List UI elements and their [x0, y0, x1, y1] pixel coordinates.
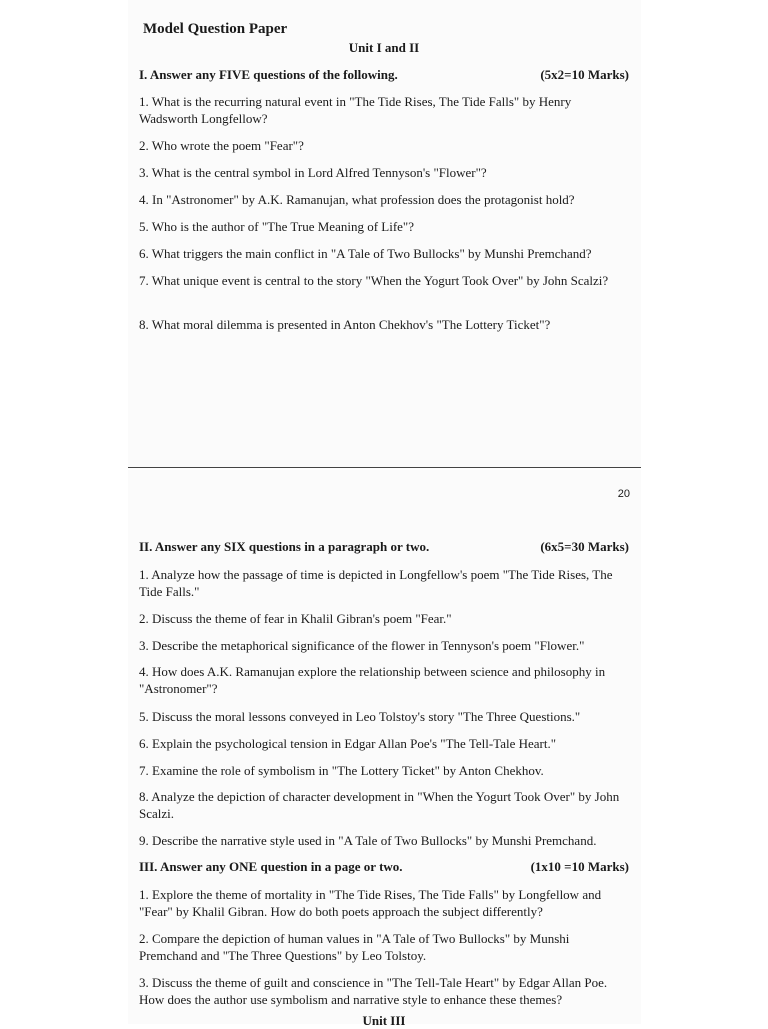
- page-divider: [128, 467, 641, 468]
- question-item: 1. Explore the theme of mortality in "The Tide Rises, The Tide Falls" by Longfellow and "Fear" by Khalil Gibran. How do both poets approach the subject differently?: [139, 887, 602, 919]
- question-item: 2. Discuss the theme of fear in Khalil Gibran's poem "Fear.": [139, 611, 452, 626]
- section-2-heading: [139, 539, 629, 555]
- section-1-marks: (5x2=10 Marks): [540, 67, 629, 82]
- question-item: 2. Compare the depiction of human values in "A Tale of Two Bullocks" by Munshi Premchand and "The Three Questions" by Leo Tolstoy.: [139, 931, 570, 963]
- page-number: 20: [617, 488, 630, 500]
- question-item: 2. Who wrote the poem "Fear"?: [139, 138, 304, 153]
- section-1-title: I. Answer any FIVE questions of the following.: [139, 67, 398, 82]
- section-3-heading: [139, 859, 629, 875]
- question-item: 3. Describe the metaphorical significance of the flower in Tennyson's poem "Flower.": [139, 638, 585, 653]
- question-item: 3. What is the central symbol in Lord Alfred Tennyson's "Flower"?: [139, 165, 487, 180]
- section-3-marks: (1x10 =10 Marks): [530, 859, 629, 874]
- question-item: 8. Analyze the depiction of character development in "When the Yogurt Took Over" by John Scalzi.: [139, 789, 620, 821]
- section-2-title: II. Answer any SIX questions in a paragraph or two.: [139, 539, 430, 554]
- question-item: 6. Explain the psychological tension in Edgar Allan Poe's "The Tell-Tale Heart.": [139, 736, 557, 751]
- document-title: Model Question Paper: [143, 21, 288, 37]
- question-item: 5. Discuss the moral lessons conveyed in Leo Tolstoy's story "The Three Questions.": [139, 709, 581, 724]
- question-item: 8. What moral dilemma is presented in Anton Chekhov's "The Lottery Ticket"?: [139, 317, 551, 332]
- unit-heading: Unit I and II: [348, 40, 420, 55]
- question-item: 4. How does A.K. Ramanujan explore the relationship between science and philosophy in "Astronomer"?: [139, 664, 606, 696]
- question-item: 6. What triggers the main conflict in "A Tale of Two Bullocks" by Munshi Premchand?: [139, 246, 592, 261]
- question-item: 9. Describe the narrative style used in "A Tale of Two Bullocks" by Munshi Premchand.: [139, 833, 597, 848]
- question-item: 7. What unique event is central to the story "When the Yogurt Took Over" by John Scalzi?: [139, 273, 609, 288]
- question-item: 7. Examine the role of symbolism in "The Lottery Ticket" by Anton Chekhov.: [139, 763, 544, 778]
- question-item: 4. In "Astronomer" by A.K. Ramanujan, what profession does the protagonist hold?: [139, 192, 575, 207]
- section-3-title: III. Answer any ONE question in a page or two.: [139, 859, 403, 874]
- section-1-heading: [139, 67, 629, 83]
- question-item: 1. Analyze how the passage of time is depicted in Longfellow's poem "The Tide Rises, The Tide Falls.": [139, 567, 613, 599]
- section-2-marks: (6x5=30 Marks): [540, 539, 629, 554]
- question-item: 3. Discuss the theme of guilt and conscience in "The Tell-Tale Heart" by Edgar Allan Poe. How does the author use symbolism and narrative style to enhance these themes?: [139, 975, 608, 1007]
- question-item: 5. Who is the author of "The True Meaning of Life"?: [139, 219, 415, 234]
- question-item: 1. What is the recurring natural event in "The Tide Rises, The Tide Falls" by Henry Wadsworth Longfellow?: [139, 94, 572, 126]
- next-unit-heading: Unit III: [362, 1013, 406, 1028]
